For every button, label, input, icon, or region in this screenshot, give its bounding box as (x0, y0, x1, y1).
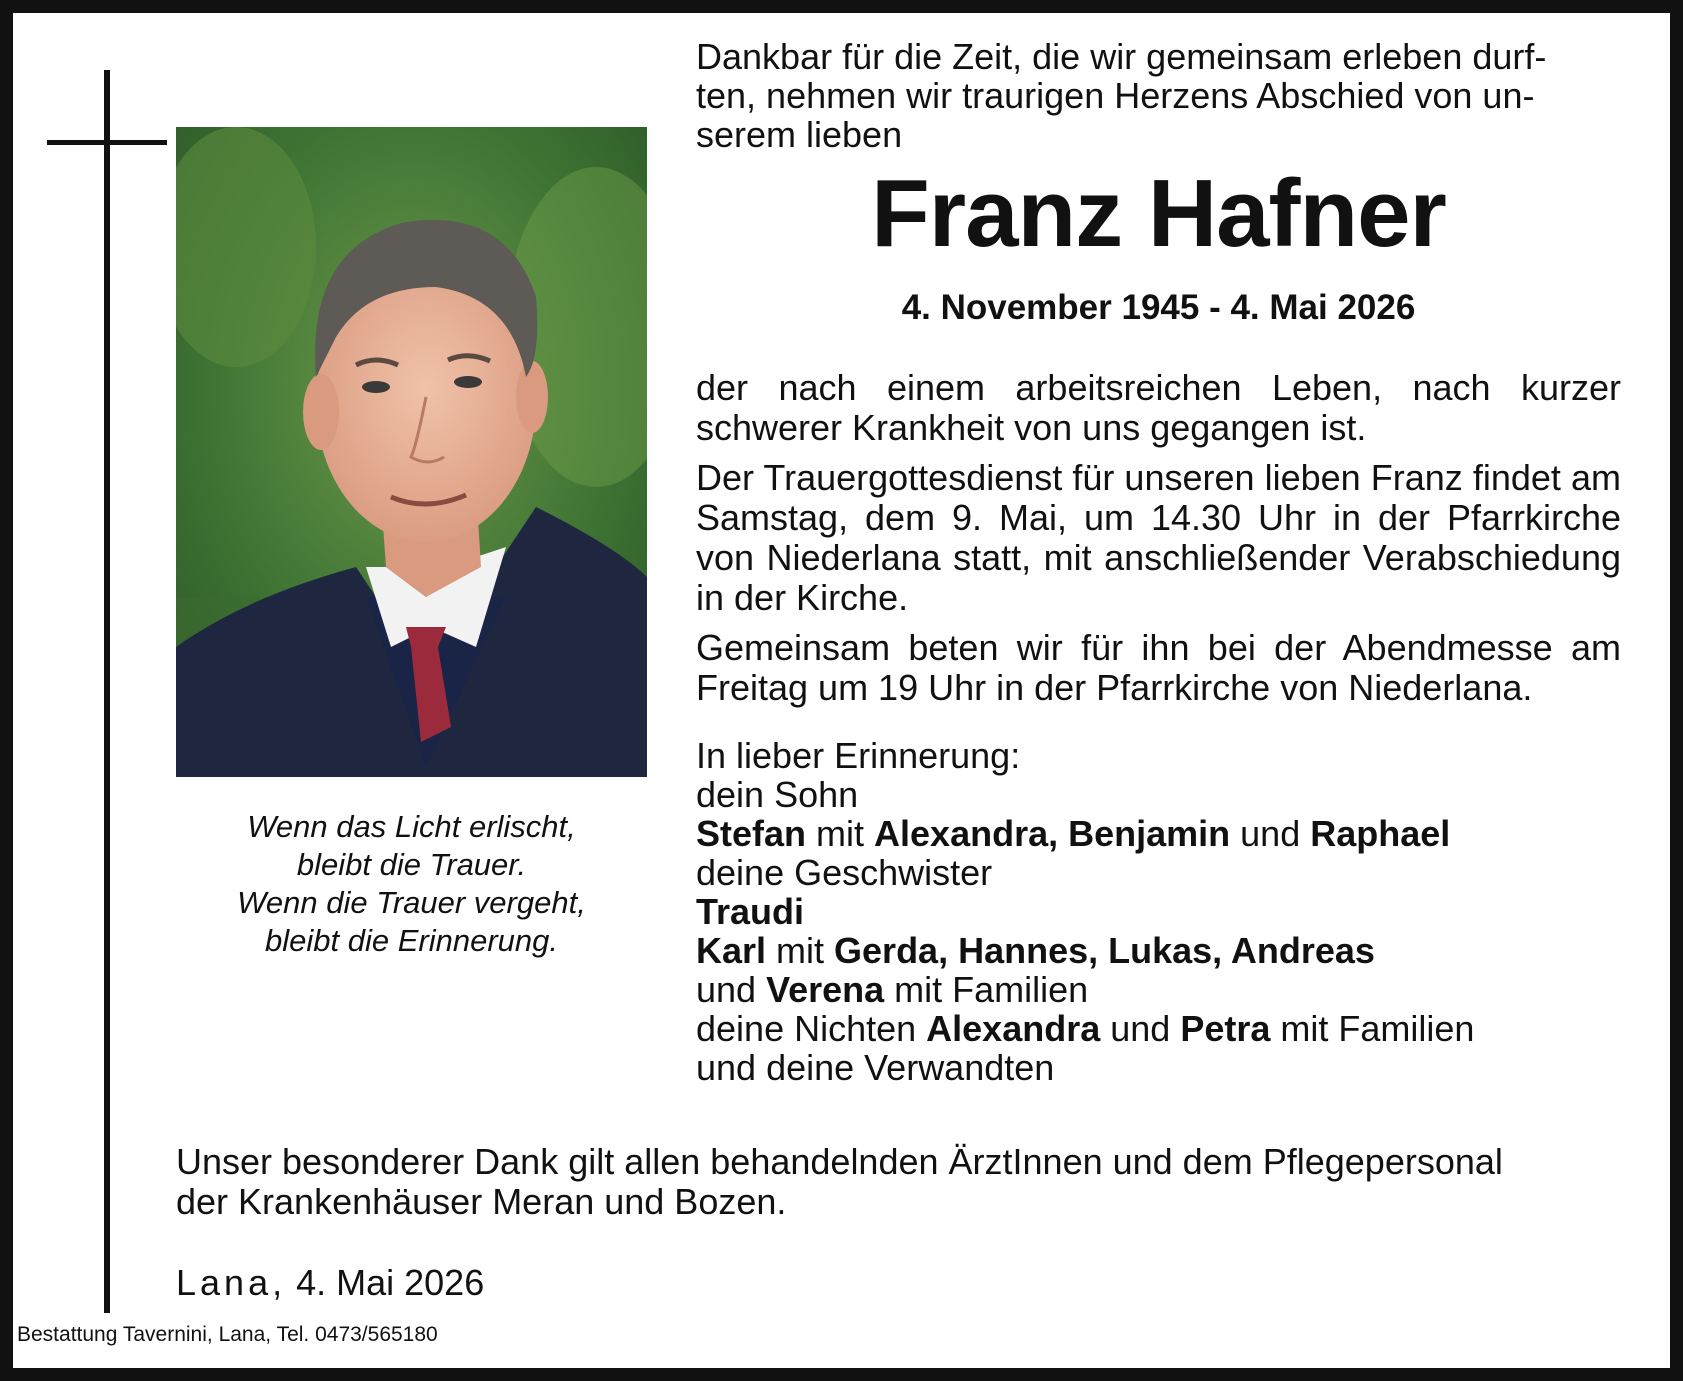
place-date (176, 1263, 484, 1303)
quote-line: bleibt die Trauer. (296, 847, 527, 882)
thanks-text (176, 1142, 1621, 1222)
sibling-line-continued: und Verena mit Familien (696, 969, 1089, 1010)
life-dates: 4. November 1945 - 4. Mai 2026 (901, 288, 1416, 327)
nieces-line: deine Nichten Alexandra und Petra mit Familien (696, 1008, 1475, 1049)
quote-line: Wenn die Trauer vergeht, (237, 885, 586, 920)
intro-line: serem lieben (696, 114, 903, 155)
deceased-name: Franz Hafner (871, 160, 1446, 267)
quote-line: Wenn das Licht erlischt, (247, 809, 576, 844)
sibling-line: Traudi (696, 891, 805, 932)
place-city: Lana, (176, 1262, 287, 1303)
son-label: dein Sohn (696, 774, 859, 815)
intro-line: ten, nehmen wir traurigen Herzens Abschied von un- (696, 75, 1535, 116)
paragraph-funeral-service: Der Trauergottesdienst für unseren lieben Franz findet am Samstag, dem 9. Mai, um 14.30 Uhr in der Pfarrkirche von Niederlana statt, mit anschließender Verabschiedung in der Kirche. (696, 457, 1621, 618)
mourners-list (696, 736, 1621, 1087)
thanks-line: Unser besonderer Dank gilt allen behandelnden ÄrztInnen und dem Pflegepersonal (176, 1141, 1503, 1182)
notice-text-column (696, 37, 1621, 1087)
siblings-label: deine Geschwister (696, 852, 993, 893)
mourners-heading: In lieber Erinnerung: (696, 735, 1021, 776)
cross-horizontal-bar (47, 140, 167, 145)
funeral-home-footer: Bestattung Tavernini, Lana, Tel. 0473/565180 (17, 1323, 438, 1346)
place-date-value: 4. Mai 2026 (286, 1262, 485, 1303)
portrait-photo (176, 127, 647, 777)
quote-line: bleibt die Erinnerung. (265, 923, 558, 958)
relatives-line: und deine Verwandten (696, 1047, 1055, 1088)
son-line: Stefan mit Alexandra, Benjamin und Raphael (696, 813, 1451, 854)
intro-text (696, 37, 1621, 154)
sibling-line: Karl mit Gerda, Hannes, Lukas, Andreas (696, 930, 1375, 971)
memorial-quote (176, 808, 647, 960)
paragraph-passing: der nach einem arbeitsreichen Leben, nach kurzer schwerer Krankheit von uns gegangen ist. (696, 367, 1621, 448)
intro-line: Dankbar für die Zeit, die wir gemeinsam erleben durf- (696, 36, 1547, 77)
cross-vertical-bar (104, 70, 110, 1313)
paragraph-evening-mass: Gemeinsam beten wir für ihn bei der Abendmesse am Freitag um 19 Uhr in der Pfarrkirche von Niederlana. (696, 627, 1621, 708)
thanks-line: der Krankenhäuser Meran und Bozen. (176, 1181, 787, 1222)
